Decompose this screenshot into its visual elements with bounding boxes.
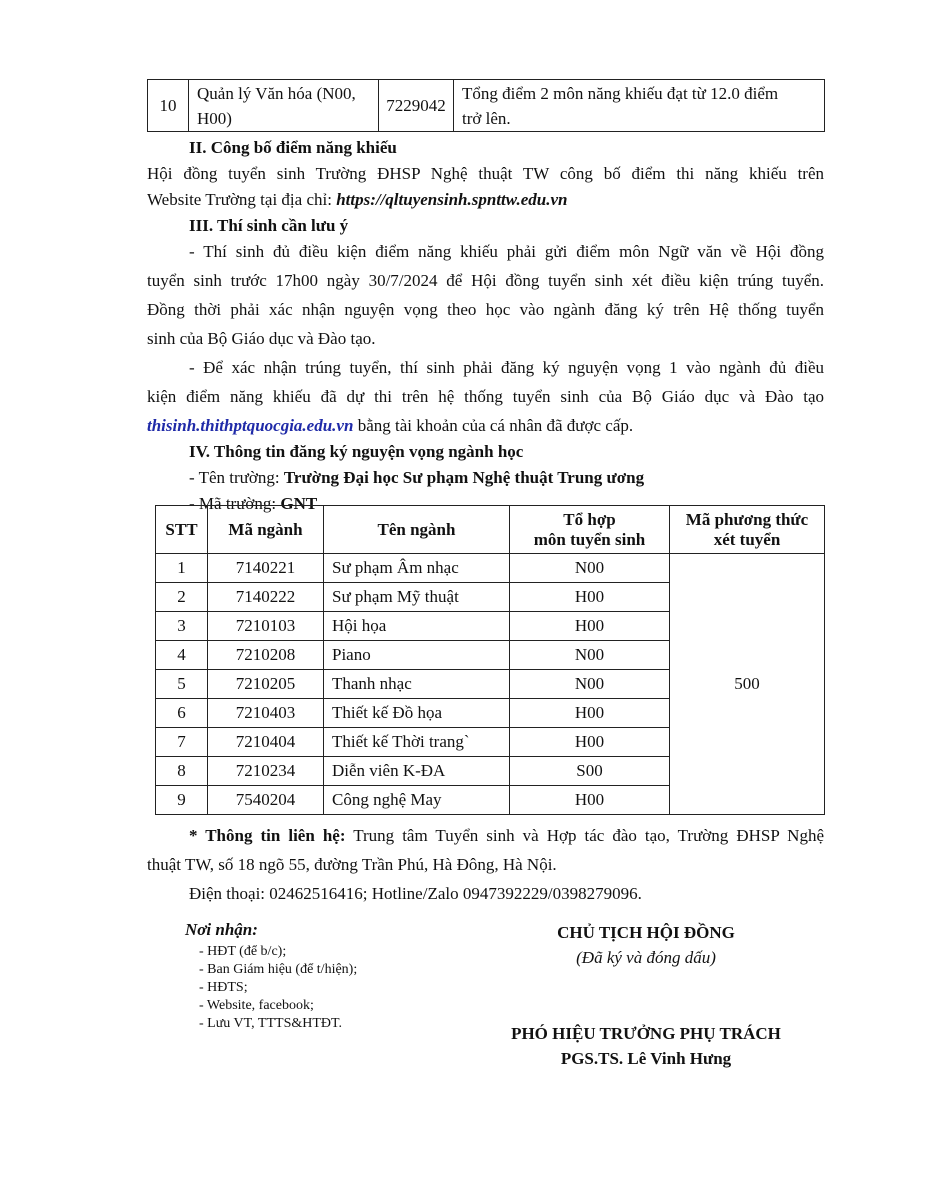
contact-label: * Thông tin liên hệ: — [189, 826, 346, 845]
section3-b1-line1: - Thí sinh đủ điều kiện điểm năng khiếu phải gửi điểm môn Ngữ văn về Hội đồng — [189, 242, 824, 261]
table-header-row — [156, 506, 825, 554]
recipient-item: - Ban Giám hiệu (để t/hiện); — [199, 962, 358, 977]
cell-code: 7140222 — [208, 583, 324, 612]
cell-name: Thiết kế Đồ họa — [324, 699, 510, 728]
cell-name: Hội họa — [324, 612, 510, 641]
cell-stt: 4 — [156, 641, 208, 670]
school-code-value: GNT — [280, 494, 318, 513]
cell-code: 7210205 — [208, 670, 324, 699]
contact-line1 — [189, 823, 824, 848]
cell-code: 7210234 — [208, 757, 324, 786]
section3-heading: III. Thí sinh cần lưu ý — [189, 216, 349, 235]
recipient-item: - HĐTS; — [199, 980, 248, 995]
table-row — [156, 554, 825, 583]
section3-b2-line1: - Để xác nhận trúng tuyển, thí sinh phải đăng ký nguyện vọng 1 vào ngành đủ điều — [189, 358, 824, 377]
cell-name: Sư phạm Âm nhạc — [324, 554, 510, 583]
cell-combo: H00 — [510, 699, 670, 728]
header-method-line2: xét tuyển — [713, 529, 781, 549]
header-method-line1: Mã phương thức — [685, 509, 809, 529]
cell-name: Công nghệ May — [324, 786, 510, 815]
recipient-item: - Website, facebook; — [199, 998, 314, 1013]
majors-table-body — [156, 554, 825, 815]
cell-code: 7210208 — [208, 641, 324, 670]
header-combo-line2: môn tuyển sinh — [533, 529, 646, 549]
cell-stt: 2 — [156, 583, 208, 612]
cell-stt: 3 — [156, 612, 208, 641]
section2-heading: II. Công bố điểm năng khiếu — [189, 138, 397, 157]
cell-stt: 6 — [156, 699, 208, 728]
row-stt: 10 — [148, 80, 189, 132]
section2-para-line1: Hội đồng tuyển sinh Trường ĐHSP Nghệ thuật TW công bố điểm thi năng khiếu trên — [147, 164, 824, 183]
recipients-list — [199, 943, 357, 1033]
header-combo — [510, 506, 670, 554]
cell-combo: H00 — [510, 728, 670, 757]
cell-name: Thanh nhạc — [324, 670, 510, 699]
section3-b2-suffix: bằng tài khoản của cá nhân đã được cấp. — [353, 416, 634, 435]
row-condition-line2: trở lên. — [462, 108, 511, 128]
recipient-item: - HĐT (để b/c); — [199, 944, 287, 959]
row-code: 7229042 — [379, 80, 454, 132]
cell-stt: 5 — [156, 670, 208, 699]
cell-combo: S00 — [510, 757, 670, 786]
section3-b2-line2: kiện điểm năng khiếu đã dự thi trên hệ thống tuyển sinh của Bộ Giáo dục và Đào tạo — [147, 387, 824, 406]
cell-code: 7210403 — [208, 699, 324, 728]
header-stt: STT — [156, 506, 208, 554]
school-code-label: - Mã trường: — [189, 494, 281, 513]
website-link[interactable]: https://qltuyensinh.spnttw.edu.vn — [336, 190, 568, 209]
signature-name: PGS.TS. Lê Vinh Hưng — [560, 1049, 732, 1068]
cell-name: Diễn viên K-ĐA — [324, 757, 510, 786]
header-name: Tên ngành — [324, 506, 510, 554]
section2-prefix: Website Trường tại địa chỉ: — [147, 190, 337, 209]
cell-stt: 7 — [156, 728, 208, 757]
section3-b1-line4: sinh của Bộ Giáo dục và Đào tạo. — [147, 329, 376, 348]
recipients-title: Nơi nhận: — [185, 920, 258, 939]
row-condition — [454, 80, 825, 132]
signature-note: (Đã ký và đóng dấu) — [576, 948, 716, 967]
cell-name: Thiết kế Thời trang` — [324, 728, 510, 757]
cell-combo: H00 — [510, 786, 670, 815]
header-code: Mã ngành — [208, 506, 324, 554]
cell-code: 7210103 — [208, 612, 324, 641]
cell-name: Piano — [324, 641, 510, 670]
school-name-value: Trường Đại học Sư phạm Nghệ thuật Trung ương — [283, 468, 645, 487]
table-row — [148, 80, 825, 132]
cell-stt: 1 — [156, 554, 208, 583]
cell-stt: 8 — [156, 757, 208, 786]
cell-code: 7540204 — [208, 786, 324, 815]
contact-phone: Điện thoại: 02462516416; Hotline/Zalo 0947392229/0398279096. — [189, 884, 642, 903]
row-major — [189, 80, 379, 132]
row-major-line1: Quản lý Văn hóa (N00, — [197, 83, 356, 103]
signature-position: PHÓ HIỆU TRƯỞNG PHỤ TRÁCH — [511, 1024, 781, 1043]
recipient-item: - Lưu VT, TTTS&HTĐT. — [199, 1016, 343, 1031]
cell-stt: 9 — [156, 786, 208, 815]
section3-b1-line3: Đồng thời phải xác nhận nguyện vọng theo học vào ngành đăng ký trên Hệ thống tuyển — [147, 300, 824, 319]
row-condition-line1: Tổng điểm 2 môn năng khiếu đạt từ 12.0 điểm — [462, 83, 779, 103]
contact-line2: thuật TW, số 18 ngõ 55, đường Trần Phú, Hà Đông, Hà Nội. — [147, 855, 557, 874]
cell-combo: N00 — [510, 670, 670, 699]
cell-method: 500 — [670, 554, 825, 815]
contact-line1-rest: Trung tâm Tuyển sinh và Hợp tác đào tạo, Trường ĐHSP Nghệ — [345, 826, 825, 845]
school-name-line — [189, 465, 644, 490]
cell-code: 7140221 — [208, 554, 324, 583]
conditions-table-row — [147, 79, 825, 132]
header-method — [670, 506, 825, 554]
school-name-label: - Tên trường: — [189, 468, 284, 487]
cell-combo: H00 — [510, 612, 670, 641]
signature-role: CHỦ TỊCH HỘI ĐỒNG — [557, 923, 735, 942]
cell-name: Sư phạm Mỹ thuật — [324, 583, 510, 612]
cell-combo: N00 — [510, 641, 670, 670]
section2-para-line2 — [147, 187, 567, 212]
majors-table — [155, 505, 825, 815]
row-major-line2: H00) — [197, 108, 232, 128]
candidate-portal-link[interactable]: thisinh.thithptquocgia.edu.vn — [147, 416, 354, 435]
header-combo-line1: Tổ hợp — [563, 509, 616, 529]
section3-b2-line3 — [147, 413, 633, 438]
cell-code: 7210404 — [208, 728, 324, 757]
section4-heading: IV. Thông tin đăng ký nguyện vọng ngành học — [189, 442, 524, 461]
cell-combo: N00 — [510, 554, 670, 583]
section3-b1-line2: tuyển sinh trước 17h00 ngày 30/7/2024 để Hội đồng tuyển sinh xét điều kiện trúng tuyển. — [147, 271, 824, 290]
cell-combo: H00 — [510, 583, 670, 612]
